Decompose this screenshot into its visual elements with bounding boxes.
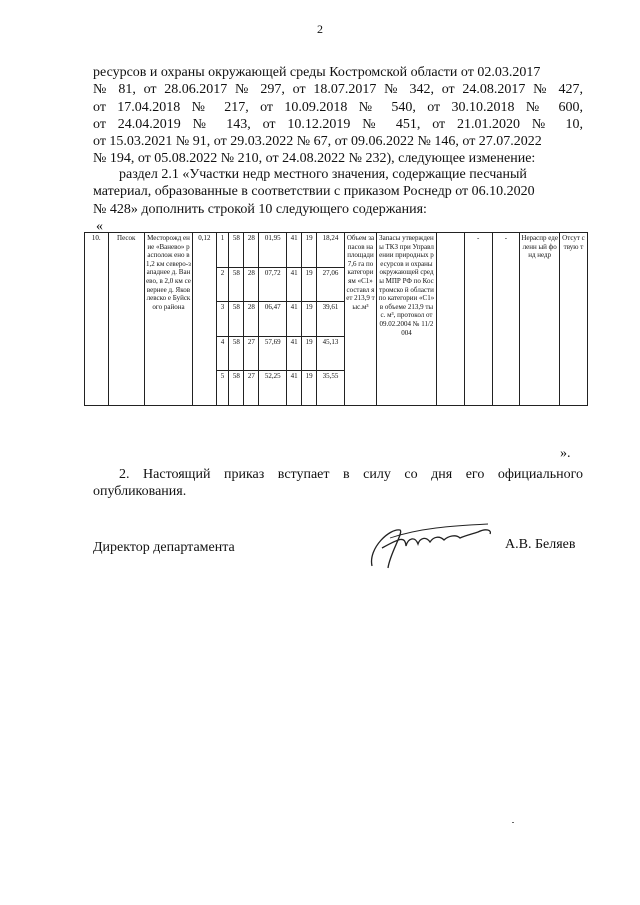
deposit-location: Месторожд ение «Ванево» располож ено в 1,2 км северо-западнее д. Ванево, в 2,0 км севернее д. Яковлевско е Буйского района xyxy=(144,233,192,406)
lon-sec: 18,24 xyxy=(317,233,345,268)
handwritten-signature xyxy=(360,508,500,578)
lat-deg: 58 xyxy=(229,267,244,302)
lon-deg: 41 xyxy=(287,336,302,371)
empty-cell xyxy=(436,233,464,406)
lon-deg: 41 xyxy=(287,302,302,337)
point-number: 1 xyxy=(216,233,229,268)
lat-min: 28 xyxy=(244,233,259,268)
text-line: материал, образованные в соответствии с приказом Роснедр от 06.10.2020 xyxy=(93,184,535,200)
point-number: 2 xyxy=(216,267,229,302)
text-line: раздел 2.1 «Участки недр местного значения, содержащие песчаный xyxy=(119,167,527,182)
close-quote: ». xyxy=(560,446,571,461)
lat-min: 28 xyxy=(244,302,259,337)
section-paragraph xyxy=(93,166,583,218)
lat-min: 28 xyxy=(244,267,259,302)
reserves-volume: Объем запасов на площади 7,6 га по категори ям «С1» составл яет 213,9 тыс.м³ xyxy=(344,233,376,406)
mineral-type: Песок xyxy=(108,233,144,406)
text-line: № 81, от 28.06.2017 № 297, от 18.07.2017 № 342, от 24.08.2017 № 427, xyxy=(93,82,583,98)
lon-sec: 27,06 xyxy=(317,267,345,302)
point-number: 5 xyxy=(216,371,229,406)
lon-sec: 45,13 xyxy=(317,336,345,371)
lat-deg: 58 xyxy=(229,302,244,337)
dash-cell: - xyxy=(464,233,492,406)
point-number: 4 xyxy=(216,336,229,371)
deposit-table xyxy=(84,232,588,406)
scan-speck xyxy=(512,822,514,823)
text-line: опубликования. xyxy=(93,484,187,500)
lat-sec: 57,69 xyxy=(259,336,287,371)
lon-deg: 41 xyxy=(287,371,302,406)
row-number: 10. xyxy=(85,233,109,406)
text-line: 2. Настоящий приказ вступает в силу со дня его официального xyxy=(119,467,583,482)
table-row xyxy=(85,233,588,268)
lon-min: 19 xyxy=(302,267,317,302)
deposit-area: 0,12 xyxy=(193,233,217,406)
lat-sec: 52,25 xyxy=(259,371,287,406)
lat-sec: 01,95 xyxy=(259,233,287,268)
subsoil-fund: Нераспр еделенн ый фонд недр xyxy=(520,233,560,406)
signature-title: Директор департамента xyxy=(93,540,235,555)
page-number: 2 xyxy=(317,22,323,36)
open-quote: « xyxy=(96,219,103,234)
text-line: № 194, от 05.08.2022 № 210, от 24.08.2022 № 232), следующее изменение: xyxy=(93,151,536,167)
text-line: ресурсов и охраны окружающей среды Костромской области от 02.03.2017 xyxy=(93,65,541,80)
text-line: от 17.04.2018 № 217, от 10.09.2018 № 540, от 30.10.2018 № 600, xyxy=(93,99,583,115)
intro-paragraph xyxy=(93,64,583,168)
lat-sec: 07,72 xyxy=(259,267,287,302)
lon-sec: 35,55 xyxy=(317,371,345,406)
lon-sec: 39,61 xyxy=(317,302,345,337)
lat-deg: 58 xyxy=(229,371,244,406)
text-line: от 15.03.2021 № 91, от 29.03.2022 № 67, от 09.06.2022 № 146, от 27.07.2022 xyxy=(93,134,542,150)
point-number: 3 xyxy=(216,302,229,337)
licenses-absent: Отсут ствую т xyxy=(559,233,587,406)
lon-deg: 41 xyxy=(287,267,302,302)
lon-min: 19 xyxy=(302,371,317,406)
lat-deg: 58 xyxy=(229,336,244,371)
lon-min: 19 xyxy=(302,336,317,371)
lat-min: 27 xyxy=(244,336,259,371)
point-2-paragraph xyxy=(93,466,583,501)
text-line: от 24.04.2019 № 143, от 10.12.2019 № 451, от 21.01.2020 № 10, xyxy=(93,116,583,132)
lat-deg: 58 xyxy=(229,233,244,268)
lon-min: 19 xyxy=(302,302,317,337)
lon-min: 19 xyxy=(302,233,317,268)
lon-deg: 41 xyxy=(287,233,302,268)
signature-name: А.В. Беляев xyxy=(505,537,576,552)
text-line: № 428» дополнить строкой 10 следующего содержания: xyxy=(93,201,427,217)
dash-cell: - xyxy=(492,233,520,406)
lat-min: 27 xyxy=(244,371,259,406)
lat-sec: 06,47 xyxy=(259,302,287,337)
reserves-approval: Запасы утверждены ТКЗ при Управлении природных ресурсов и охраны окружающей среды МПР РФ по Костромско й области по категории «С1» в объеме 213,9 тыс. м³, протокол от 09.02.2004 № 11/2004 xyxy=(377,233,437,406)
